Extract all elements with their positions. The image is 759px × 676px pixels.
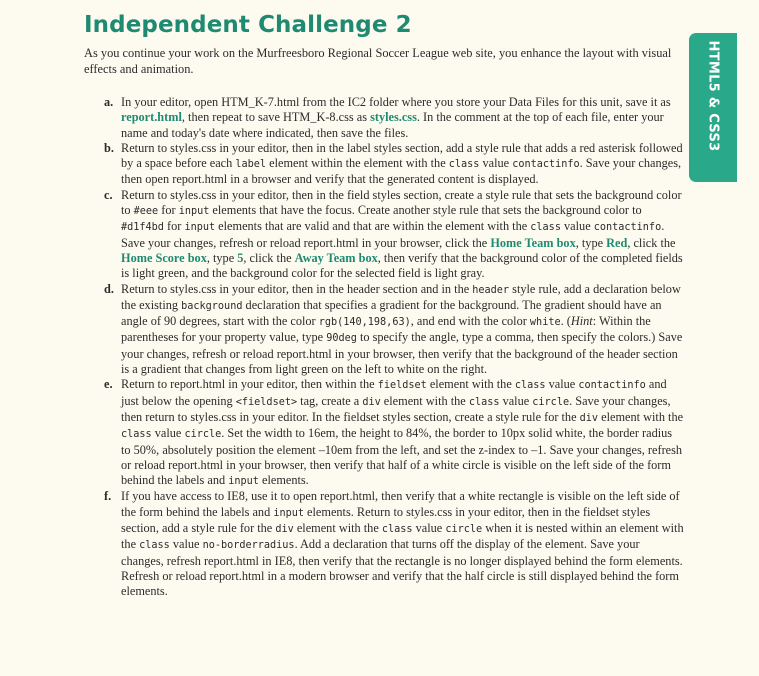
- step-text-run: element with the: [598, 409, 684, 424]
- step-text-run: element with the: [293, 521, 382, 536]
- step-text-run: Return to report.html in your editor, then within the: [121, 377, 378, 392]
- italic-term: Hint: [570, 314, 593, 329]
- step-text-run: . Save your changes, refresh or reload report.html in your browser, click the: [121, 219, 665, 250]
- emphasis-term: Home Score box: [121, 250, 207, 265]
- step-letter: e.: [104, 377, 113, 392]
- step-text-run: , click the: [627, 235, 676, 250]
- emphasis-term: Away Team box: [294, 250, 378, 265]
- step-letter: d.: [104, 281, 114, 296]
- code-term: rgb(140,198,63): [318, 317, 411, 329]
- step-letter: f.: [104, 489, 112, 504]
- step-text-run: , and end with the color: [410, 314, 530, 329]
- code-term: <fieldset>: [235, 396, 298, 408]
- step-text-run: element with the: [426, 377, 515, 392]
- code-term: circle: [445, 524, 483, 536]
- step-text-run: element within the element with the: [266, 156, 449, 171]
- code-term: 90deg: [326, 333, 357, 345]
- step-text-run: If you have access to IE8, use it to open report.html, then verify that a white rectangle is visible on the left side of the form behind the labels and: [121, 489, 680, 519]
- code-term: no-borderradius: [202, 540, 295, 552]
- step-text: [121, 489, 684, 598]
- step-text-run: value: [499, 393, 533, 408]
- step-text-run: . (: [560, 314, 571, 329]
- step-text-run: for: [158, 203, 179, 218]
- step-text: [121, 95, 671, 140]
- code-term: contactinfo: [593, 222, 662, 234]
- step-text: [121, 377, 683, 487]
- emphasis-term: report.html: [121, 110, 182, 125]
- emphasis-term: 5: [237, 250, 244, 265]
- step-text-run: value: [151, 426, 185, 441]
- step-text-run: elements that have the focus. Create another style rule that sets the background color to: [209, 203, 642, 218]
- step-text-run: , click the: [243, 250, 295, 265]
- step-text-run: : Within the parentheses for your property value, type: [121, 314, 651, 345]
- step-item: [104, 95, 684, 141]
- code-term: input: [273, 507, 304, 519]
- step-text-run: style rule, add a declaration below the existing: [121, 281, 681, 312]
- code-term: class: [514, 380, 546, 392]
- code-term: input: [184, 222, 216, 234]
- step-text-run: , then verify that the background color of the completed fields is light green, and the background color for the selected field is light gray.: [121, 250, 683, 281]
- code-term: header: [472, 284, 510, 296]
- code-term: class: [468, 396, 500, 408]
- step-text-run: . In the comment at the top of each file, enter your name and today's date where indicated, then save the files.: [121, 110, 664, 140]
- step-text-run: In your editor, open HTM_K-7.html from the IC2 folder where you store your Data Files for this unit, save it as: [121, 95, 671, 109]
- code-term: fieldset: [377, 380, 427, 392]
- step-item: [104, 489, 684, 599]
- step-text-run: , type: [575, 235, 607, 250]
- code-term: contactinfo: [578, 380, 646, 392]
- code-term: input: [228, 476, 259, 488]
- intro-paragraph: As you continue your work on the Murfreesboro Regional Soccer League web site, you enhance the layout with visual effects and animation.: [84, 46, 672, 76]
- step-text-run: Return to styles.css in your editor, then in the header section and in the: [121, 281, 473, 296]
- step-text-run: element with the: [380, 393, 469, 408]
- step-text-run: . Set the width to 16em, the height to 84%, the border to 10px solid white, the border radius to 50%, absolutely position the element –10em from the left, and set the z-index to –1. Save your changes, refresh or reload report.html in your browser, then verify that half of a white circle is visible on the left side of the form behind the labels and: [121, 426, 683, 488]
- step-text: [121, 188, 683, 280]
- code-term: background: [181, 300, 243, 312]
- code-term: circle: [184, 429, 222, 441]
- step-text-run: elements. Return to styles.css in your editor, then in the fieldset styles section, add a style rule for the: [121, 504, 651, 536]
- step-text-run: , type: [206, 250, 238, 265]
- code-term: circle: [532, 396, 570, 408]
- step-text-run: declaration that specifies a gradient for the background. The gradient should have an angle of 90 degrees, start with the color: [121, 297, 662, 329]
- code-term: contactinfo: [512, 159, 580, 171]
- page-title: Independent Challenge 2: [84, 12, 412, 38]
- step-text-run: value: [545, 377, 579, 392]
- step-item: [104, 141, 684, 188]
- code-term: class: [530, 222, 561, 234]
- step-text-run: elements.: [258, 473, 309, 488]
- code-term: class: [448, 159, 480, 171]
- step-text-run: Return to styles.css in your editor, then in the label styles section, add a style rule that adds a red asterisk followed by a space before each: [121, 140, 683, 171]
- code-term: div: [275, 524, 294, 536]
- step-text-run: value: [412, 521, 446, 536]
- step-text-run: , then repeat to save HTM_K-8.css as: [181, 110, 371, 125]
- step-text: [121, 282, 682, 376]
- step-letter: b.: [104, 140, 114, 155]
- step-text-run: tag, create a: [297, 393, 363, 408]
- code-term: div: [362, 396, 381, 408]
- code-term: #d1f4bd: [121, 222, 164, 234]
- step-text-run: . Add a declaration that turns off the display of the element. Save your changes, refresh report.html in IE8, then verify that the rectangle is no longer displayed behind the form elements. Refresh or reload report.html in a modern browser and verify that the half circle is still displayed behind the form elements.: [121, 537, 683, 599]
- step-text-run: to specify the angle, type a comma, then specify the colors.) Save your changes, refresh or reload report.html in your browser, then verify that the background of the header section is a gradient that changes from light green on the left to white on the right.: [121, 330, 683, 377]
- step-item: [104, 188, 684, 282]
- section-tab-label: HTML5 & CSS3: [705, 40, 721, 152]
- step-text-run: and just below the opening: [121, 377, 667, 408]
- emphasis-term: styles.css: [370, 110, 417, 125]
- step-text-run: when it is nested within an element with the: [121, 521, 684, 552]
- step-text-run: . Save your changes, then return to styles.css in your editor. In the fieldset styles section, create a style rule for the: [121, 393, 671, 424]
- code-term: #eee: [133, 206, 159, 218]
- step-text-run: . Save your changes, then open report.html in a browser and verify that the generated content is displayed.: [121, 156, 682, 187]
- code-term: class: [121, 429, 152, 441]
- code-term: div: [579, 412, 599, 424]
- step-letter: a.: [104, 95, 114, 109]
- step-text-run: elements that are valid and that are within the element with the: [215, 219, 531, 234]
- step-letter: c.: [104, 187, 113, 202]
- code-term: label: [235, 159, 267, 171]
- step-text-run: value: [560, 219, 594, 234]
- step-item: [104, 377, 684, 489]
- code-term: white: [529, 317, 561, 329]
- step-item: [104, 282, 684, 378]
- step-text-run: for: [163, 219, 185, 234]
- steps-list: [104, 95, 684, 600]
- emphasis-term: Red: [606, 235, 628, 250]
- code-term: class: [381, 524, 413, 536]
- emphasis-term: Home Team box: [490, 235, 576, 250]
- code-term: input: [178, 206, 210, 218]
- step-text: [121, 141, 683, 187]
- step-text-run: Return to styles.css in your editor, then in the field styles section, create a style rule that sets the background color to: [121, 187, 682, 218]
- step-text-run: value: [169, 537, 203, 552]
- step-text-run: value: [479, 156, 513, 171]
- code-term: class: [139, 540, 170, 552]
